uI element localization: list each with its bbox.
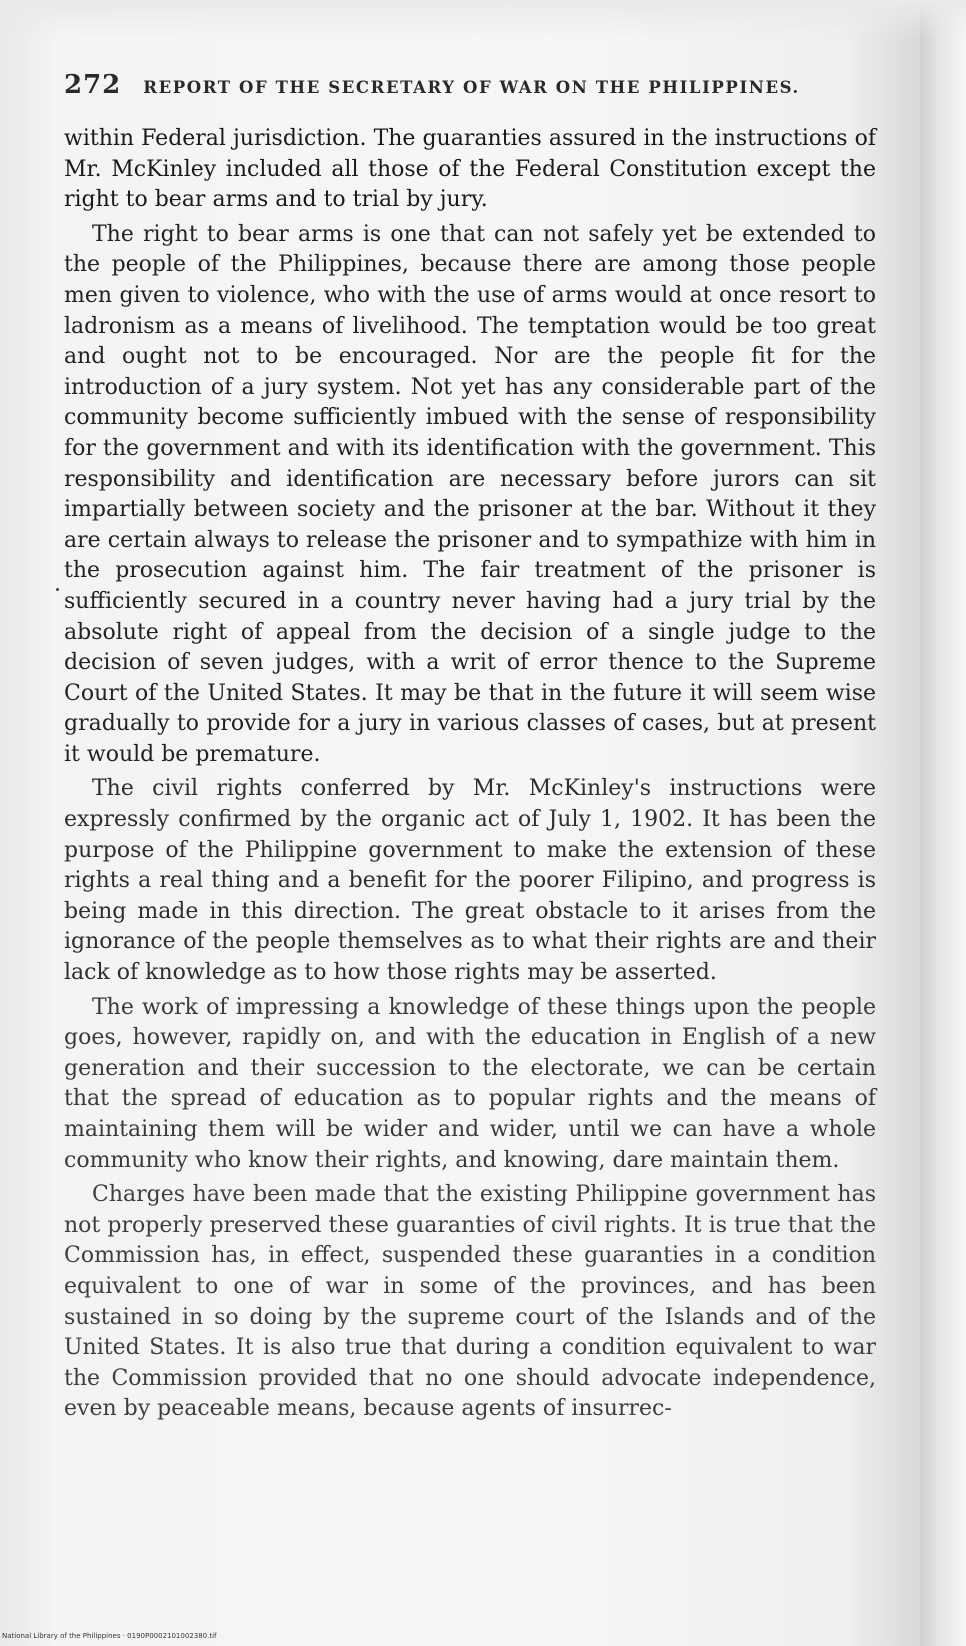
paragraph-work-of-impressing: The work of impressing a knowledge of these things upon the people goes, however, rapidly on, and with the education in English of a new generation and their succession to the electorate, we can be certain that the spread of education as to popular rights and the means of maintaining them will be wider and wider, until we can have a whole community who know their rights, and knowing, dare maintain them. [64,994,876,1173]
scan-top-shadow [0,0,966,40]
body-text [64,124,876,1429]
paragraph-right-to-bear-arms: The right to bear arms is one that can not safely yet be extended to the people of the Philippines, because there are among those people men given to violence, who with the use of arms would at once resort to ladronism as a means of livelihood. The temptation would be too great and ought not to be encouraged. Nor are the people fit for the introduction of a jury system. Not yet has any considerable part of the community become sufficiently imbued with the sense of responsibility for the government and with its identification with the government. This responsibility and identification are necessary before jurors can sit impartially between society and the prisoner at the bar. Without it they are certain always to release the prisoner and to sympathize with him in the prosecution against him. The fair treatment of the prisoner is sufficiently secured in a country never having had a jury trial by the absolute right of appeal from the decision of a single judge to the decision of seven judges, with a writ of error thence to the Supreme Court of the United States. It may be that in the future it will seem wise gradually to provide for a jury in various classes of cases, but at present it would be premature. [64,221,876,767]
paragraph-civil-rights: The civil rights conferred by Mr. McKinley's instructions were expressly confirmed by the organic act of July 1, 1902. It has been the purpose of the Philippine government to make the extension of these rights a real thing and a benefit for the poorer Filipino, and progress is being made in this direction. The great obstacle to it arises from the ignorance of the people themselves as to what their rights are and their lack of knowledge as to how those rights may be asserted. [64,776,876,986]
page-number: 272 [64,70,122,100]
margin-speck [56,588,59,591]
running-head: REPORT OF THE SECRETARY OF WAR ON THE PHILIPPINES. [143,78,800,97]
page-header [64,70,844,110]
paragraph-charges: Charges have been made that the existing Philippine government has not properly preserved these guaranties of civil rights. It is true that the Commission has, in effect, suspended these guaranties in a condition equivalent to one of war in some of the provinces, and has been sustained in so doing by the supreme court of the Islands and of the United States. It is also true that during a condition equivalent to war the Commission provided that no one should advocate independence, even by peaceable means, because agents of insurrec- [64,1182,876,1422]
source-tag: National Library of the Philippines · 0190P0002101002380.tif [2,1632,217,1640]
paragraph-continued: within Federal jurisdiction. The guaranties assured in the instructions of Mr. McKinley included all those of the Federal Constitution except the right to bear arms and to trial by jury. [64,126,876,213]
scan-edge-shadow [920,0,966,1646]
